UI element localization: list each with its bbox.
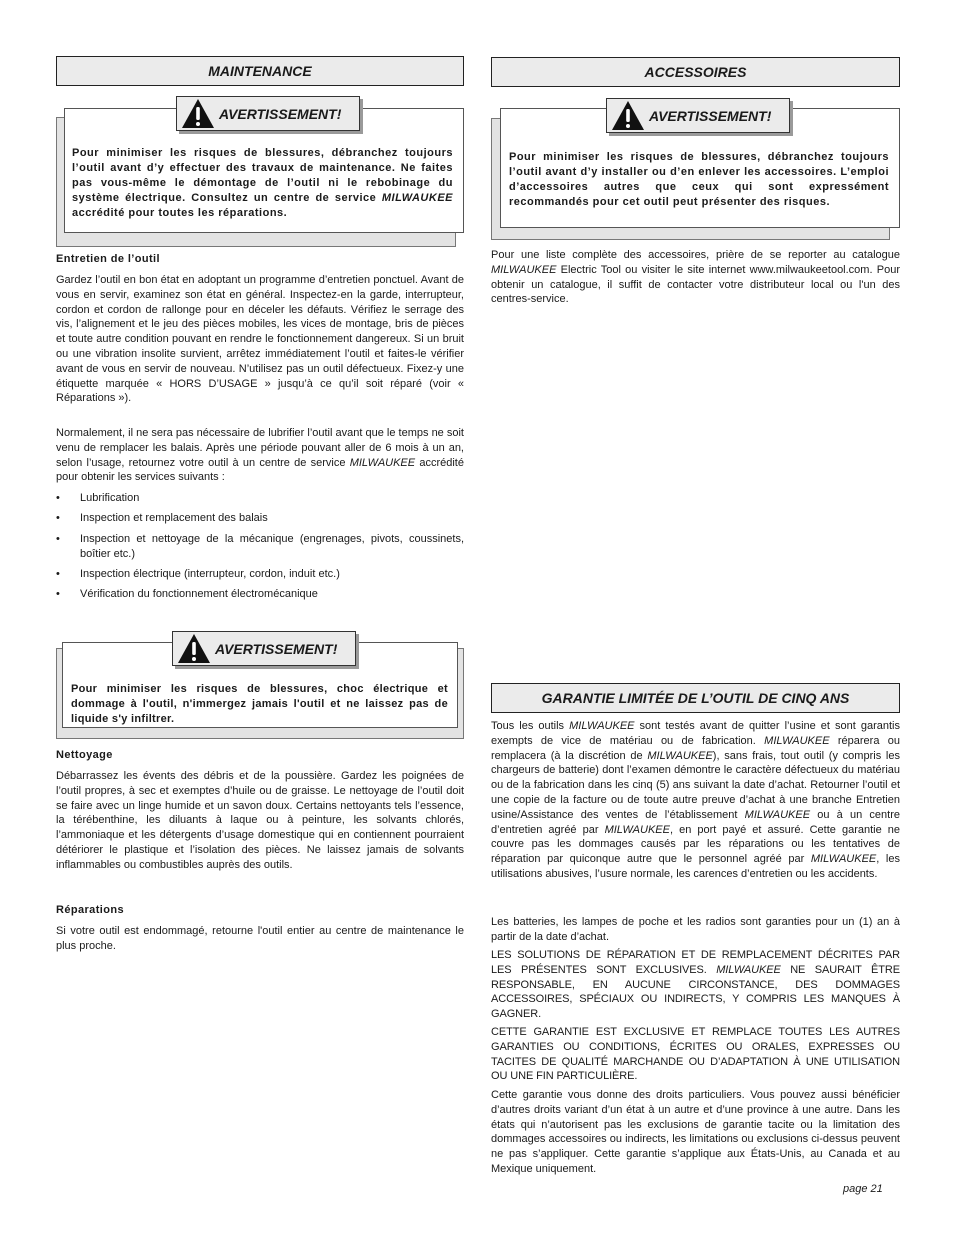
warranty-paragraph-1: Tous les outils MILWAUKEE sont testés avant de quitter l’usine et sont garantis exempts de vice de matériau ou de fabrication. MILWAUKEE réparera ou remplacera (à la discrétion de MILWAUKEE), sans frais, tout outil (y compris les chargeurs de batterie) dont l’examen démontre le caractère défectueux du matériau ou de la fabrication dans les cinq (5) ans suivant la date d’achat. Retourner l’outil et une copie de la facture ou de toute autre preuve d’achat à une branche Entretien usine/Assistance des ventes de l’établissement MILWAUKEE ou à un centre d’entretien agréé par MILWAUKEE, en port payé et assuré. Cette garantie ne couvre pas les dommages causés par les réparations ou les tentatives de réparation par quiconque autre que le personnel agréé par MILWAUKEE, les utilisations abusives, l’usure normale, les carences d’entretien ou les accidents.: [491, 720, 900, 880]
maintenance-title: MAINTENANCE: [208, 63, 312, 79]
cleaning-heading: Nettoyage: [56, 749, 113, 761]
brand-name: MILWAUKEE: [491, 263, 557, 276]
warranty-title: GARANTIE LIMITÉE DE L’OUTIL DE CINQ ANS: [541, 690, 850, 706]
warranty-header: [491, 683, 900, 713]
brand-name: MILWAUKEE: [647, 749, 713, 762]
warning-text: Pour minimiser les risques de blessures, débranchez toujours l’outil avant d’y installer ou d’en enlever les accessoires. L’emploi d’accessoires autres que ceux qui sont expressément recommandés pour cet outil peut présenter des risques.: [509, 151, 889, 208]
brand-name: MILWAUKEE: [764, 734, 830, 747]
warranty-paragraph-3: LES SOLUTIONS DE RÉPARATION ET DE REMPLACEMENT DÉCRITES PAR LES PRÉSENTES SONT EXCLUSIVES. MILWAUKEE NE SAURAIT ÊTRE RESPONSABLE, EN AUCUNE CIRCONSTANCE, DES DOMMAGES ACCESSOIRES, SPÉCIAUX OU INDIRECTS, Y COMPRIS LES MANQUES À GAGNER.: [491, 949, 900, 1021]
brand-name: MILWAUKEE: [381, 192, 453, 204]
warning-label: AVERTISSEMENT!: [219, 105, 342, 122]
warranty-paragraph-4: CETTE GARANTIE EST EXCLUSIVE ET REMPLACE TOUTES LES AUTRES GARANTIES OU CONDITIONS, ÉCRITES OU ORALES, EXPRESSES OU TACITES DE QUALITÉ MARCHANDE OU D’ADAPTATION À UNE UTILISATION OU UNE FIN PARTICULIÈRE.: [491, 1026, 900, 1083]
accessories-title: ACCESSOIRES: [644, 64, 747, 80]
services-list: [56, 491, 464, 608]
brand-name: MILWAUKEE: [716, 963, 781, 976]
warning-triangle-icon: [611, 100, 645, 131]
warning-label: AVERTISSEMENT!: [649, 107, 772, 124]
list-item: • Inspection et remplacement des balais: [56, 512, 268, 525]
care-paragraph-2: Normalement, il ne sera pas nécessaire de lubrifier l’outil avant que le temps ne soit venu de remplacer les balais. Après une période pouvant aller de 6 mois à un an, selon l’usage, retournez votre outil à un centre de service MILWAUKEE accrédité pour obtenir les services suivants :: [56, 427, 464, 484]
accessories-warning: [491, 98, 900, 240]
bullet: •: [56, 512, 60, 525]
repairs-paragraph: Si votre outil est endommagé, retourne l'outil entier au centre de maintenance le plus proche.: [56, 925, 464, 952]
brand-name: MILWAUKEE: [744, 808, 811, 821]
warning-text: Pour minimiser les risques de blessures, choc électrique et dommage à l'outil, n'immergez jamais l'outil et ne laissez pas de liquide s'y infiltrer.: [71, 683, 448, 725]
list-item: • Inspection électrique (interrupteur, cordon, induit etc.): [56, 567, 340, 580]
list-item: • Lubrification: [56, 492, 140, 504]
accessories-header: [491, 57, 900, 87]
warning-tab: [172, 631, 356, 666]
bullet: •: [56, 588, 60, 601]
care-heading: Entretien de l’outil: [56, 253, 160, 265]
list-item: • Inspection et nettoyage de la mécanique (engrenages, pivots, coussinets, boîtier etc.): [56, 532, 464, 560]
immersion-warning: [56, 631, 464, 741]
warranty-paragraph-5: Cette garantie vous donne des droits particuliers. Vous pouvez aussi bénéficier d’autres droits variant d’un état à un autre et d’une province à une autre. Dans les états qui n’autorisent pas les exclusions de garantie tacite ou la limitation des dommages accessoires ou indirects, les limitations ou exclusions ci-dessus peuvent ne pas s’appliquer. Cette garantie s’applique aux États-Unis, au Canada et au Mexique uniquement.: [491, 1089, 900, 1175]
brand-name: MILWAUKEE: [604, 823, 670, 836]
warranty-paragraph-2: Les batteries, les lampes de poche et les radios sont garanties pour un (1) an à partir de la date d’achat.: [491, 916, 900, 943]
warning-tab: [176, 96, 360, 131]
list-item: • Vérification du fonctionnement électromécanique: [56, 588, 318, 601]
brand-name: MILWAUKEE: [349, 456, 416, 469]
bullet: •: [56, 532, 60, 545]
maintenance-header: [56, 56, 464, 86]
bullet: •: [56, 567, 60, 580]
warning-triangle-icon: [181, 98, 215, 129]
brand-name: MILWAUKEE: [569, 720, 635, 732]
warning-text: Pour minimiser les risques de blessures, débranchez toujours l’outil avant d’y effectuer des travaux de maintenance. Ne faites pas vous-même le démontage de l’outil ni le rebobinage du système électrique. Consultez un centre de service MILWAUKEE accrédité pour toutes les réparations.: [72, 147, 453, 219]
bullet: •: [56, 492, 60, 504]
brand-name: MILWAUKEE: [810, 853, 877, 866]
warning-triangle-icon: [177, 633, 211, 664]
page-number: page 21: [843, 1183, 883, 1195]
care-paragraph-1: Gardez l’outil en bon état en adoptant un programme d’entretien ponctuel. Avant de vous en servir, examinez son état en général. Inspectez-en la garde, interrupteur, cordon et cordon de rallonge pour en déceler les défauts. Vérifiez le serrage des vis, l’alignement et le jeu des pièces mobiles, les vices de montage, bris de pièces et toute autre condition pouvant en rendre le fonctionnement dangereux. Si un bruit ou une vibration insolite survient, arrêtez immédiatement l’outil et faites-le vérifier avant de vous en servir de nouveau. N’utilisez pas un outil défectueux. Fixez-y une étiquette marquée « HORS D’USAGE » jusqu’à ce qu’il soit réparé (voir « Réparations »).: [56, 274, 464, 405]
warning-label: AVERTISSEMENT!: [215, 640, 338, 657]
warning-tab: [606, 98, 790, 133]
cleaning-paragraph: Débarrassez les évents des débris et de la poussière. Gardez les poignées de l’outil propres, à sec et exemptes d’huile ou de graisse. Le nettoyage de l’outil doit se faire avec un linge humide et un savon doux. Certains nettoyants tels l’essence, la térébenthine, les diluants à laque ou à peinture, les solvants chlorés, l’ammoniaque et les détergents d’usage domestique qui en contiennent pourraient détériorer le plastique et l’isolation des pièces. Ne laissez jamais de solvants inflammables ou combustibles auprès des outils.: [56, 770, 464, 871]
maintenance-warning: [56, 96, 464, 246]
accessories-paragraph: Pour une liste complète des accessoires, prière de se reporter au catalogue MILWAUKEE Electric Tool ou visiter le site internet www.milwaukeetool.com. Pour obtenir un catalogue, il suffit de contacter votre distributeur local ou l'un des centres-service.: [491, 249, 900, 306]
repairs-heading: Réparations: [56, 904, 124, 916]
